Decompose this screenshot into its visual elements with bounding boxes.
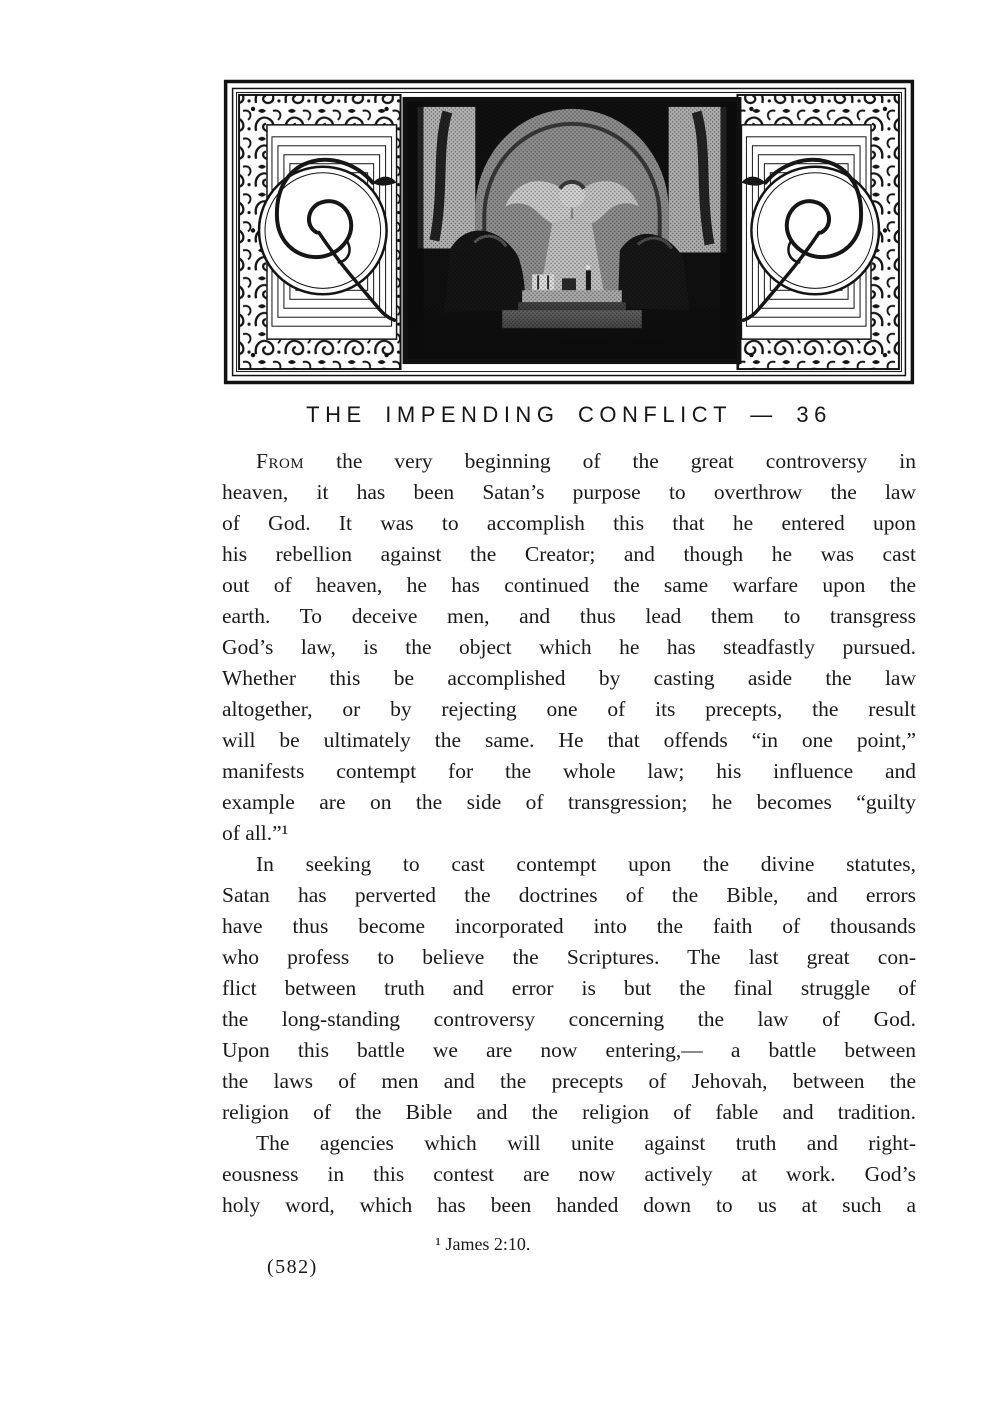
text-line: the long-standing controversy concerning the law of God. [222,1007,916,1031]
text-line: manifests contempt for the whole law; his influence and [222,759,916,783]
text-line: the laws of men and the precepts of Jehovah, between the [222,1069,916,1093]
text-line: of God. It was to accomplish this that he entered upon [222,511,916,535]
page-number: (582) [267,1256,318,1278]
text-line: heaven, it has been Satan’s purpose to overthrow the law [222,480,916,504]
text-line: Upon this battle we are now entering,— a battle between [222,1038,916,1062]
ornament-right-panel [737,95,898,369]
text-line: will be ultimately the same. He that offends “in one point,” [222,728,916,752]
text-line: Whether this be accomplished by casting aside the law [222,666,916,690]
text-line: earth. To deceive men, and thus lead them to transgress [222,604,916,628]
text-line: God’s law, is the object which he has steadfastly pursued. [222,635,916,659]
chapter-photo-angel-scene [403,97,742,364]
text-line: have thus become incorporated into the faith of thousands [222,914,916,938]
ornament-left-panel [239,95,400,369]
text-line: out of heaven, he has continued the same warfare upon the [222,573,916,597]
text-line: of all.”¹ [222,821,289,845]
text-line: The agencies which will unite against truth and right- [256,1131,916,1155]
text-line: religion of the Bible and the religion of fable and tradition. [222,1100,916,1124]
text-line: holy word, which has been handed down to us at such a [222,1193,916,1217]
text-line: who profess to believe the Scriptures. The last great con- [222,945,916,969]
text-line: eousness in this contest are now actively at work. God’s [222,1162,916,1186]
chapter-title: THE IMPENDING CONFLICT — 36 [306,402,832,427]
text-line: flict between truth and error is but the final struggle of [222,976,916,1000]
body-text [222,446,916,1221]
text-line: In seeking to cast contempt upon the divine statutes, [256,852,916,876]
footnote: ¹ James 2:10. [435,1234,531,1254]
text-line: his rebellion against the Creator; and though he was cast [222,542,916,566]
text-line: example are on the side of transgression; he becomes “guilty [222,790,916,814]
text-line: altogether, or by rejecting one of its precepts, the result [222,697,916,721]
text-line: From the very beginning of the great controversy in [256,449,916,473]
text-line: Satan has perverted the doctrines of the Bible, and errors [222,883,916,907]
chapter-header-engraving [222,79,916,385]
smallcaps-word: From [256,449,305,473]
